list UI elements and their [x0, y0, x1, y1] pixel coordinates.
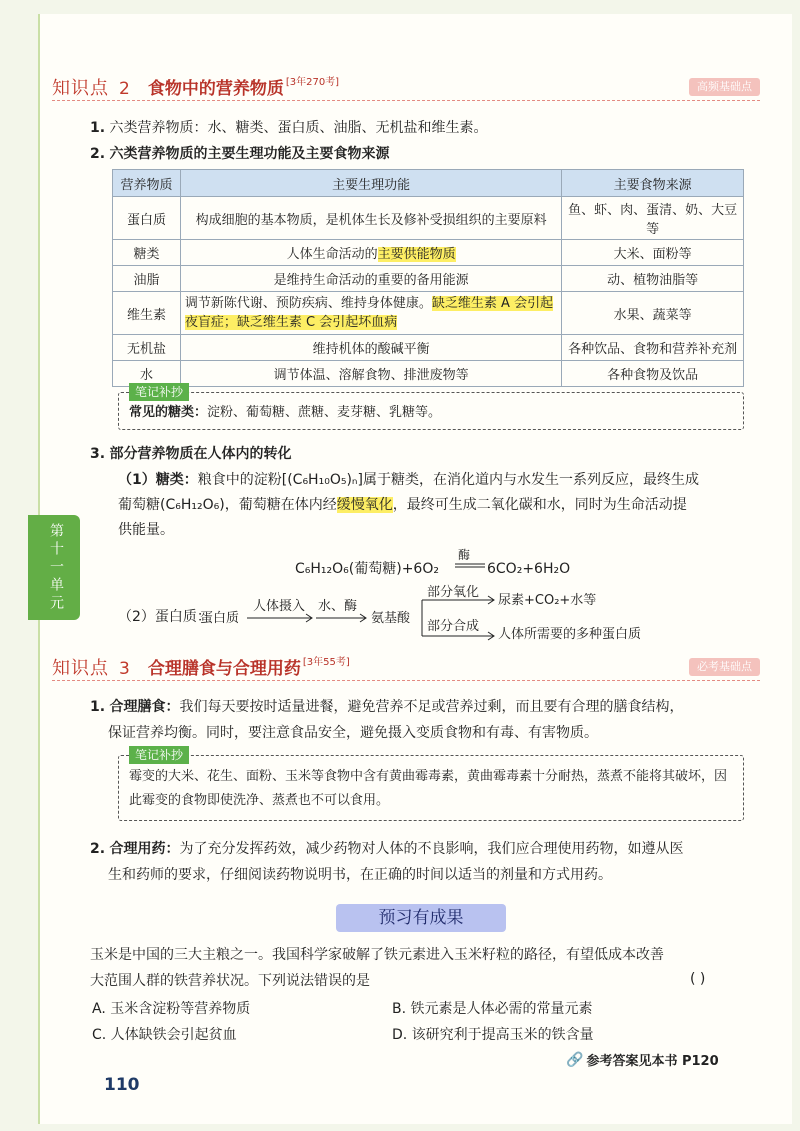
item-3-text: 部分营养物质在人体内的转化	[109, 446, 292, 462]
protein-branch-oxidation: 部分氧化	[427, 585, 480, 600]
cell-nutrient: 维生素	[113, 292, 181, 335]
question-stem	[90, 942, 750, 994]
section-3-number: 3	[119, 659, 130, 679]
section-2-badge: 高频基础点	[689, 78, 760, 96]
protein-start: 蛋白质	[200, 611, 240, 626]
highlighted-text: 主要供能物质	[377, 247, 456, 262]
section-3-badge: 必考基础点	[689, 658, 760, 676]
note-tag: 笔记补抄	[129, 746, 189, 764]
diet-line-1: 我们每天要按时适量进餐，避免营养不足或营养过剩，而且要有合理的膳食结构，	[179, 699, 684, 715]
cell-function: 调节体温、溶解食物、排泄废物等	[180, 361, 561, 387]
cell-source: 水果、蔬菜等	[562, 292, 744, 335]
table-header: 主要生理功能	[180, 170, 561, 197]
item-1-number: 1.	[90, 120, 106, 136]
carb-label: （1）糖类：	[118, 472, 198, 488]
cell-source: 各种饮品、食物和营养补充剂	[562, 335, 744, 361]
equation-right: 6CO₂+6H₂O	[487, 561, 571, 577]
item-2-number: 2.	[90, 146, 106, 162]
cell-source: 动、植物油脂等	[562, 266, 744, 292]
answer-reference	[566, 1050, 719, 1069]
diet-label: 合理膳食：	[109, 699, 180, 715]
cell-function-text: 调节新陈代谢、预防疾病、维持身体健康。	[184, 296, 432, 311]
cell-nutrient: 油脂	[113, 266, 181, 292]
protein-amino-acid: 氨基酸	[371, 611, 411, 626]
question-line-2: 大范围人群的铁营养状况。下列说法错误的是	[90, 973, 370, 989]
table-header: 营养物质	[113, 170, 181, 197]
note-text: 淀粉、葡萄糖、蔗糖、麦芽糖、乳糖等。	[207, 405, 442, 420]
diet-number: 1.	[90, 699, 106, 715]
page-number: 110	[104, 1075, 140, 1095]
section-3-title: 合理膳食与合理用药	[147, 659, 301, 679]
cell-function: 维持机体的酸碱平衡	[180, 335, 561, 361]
section-3-exam-count: [3年55考]	[302, 657, 350, 668]
preview-banner: 预习有成果	[336, 904, 506, 932]
drug-label: 合理用药：	[109, 841, 180, 857]
carb-line-2b: ，最终可生成二氧化碳和水，同时为生命活动提	[392, 497, 687, 513]
option-c: C. 人体缺铁会引起贫血	[92, 1027, 237, 1043]
diet-paragraph	[90, 694, 750, 746]
item-1-text: 六类营养物质：水、糖类、蛋白质、油脂、无机盐和维生素。	[109, 120, 488, 136]
highlighted-text: 缓慢氧化	[336, 497, 393, 513]
section-2-exam-count: [3年270考]	[285, 77, 340, 88]
item-2-text: 六类营养物质的主要生理功能及主要食物来源	[109, 146, 390, 162]
table-header: 主要食物来源	[562, 170, 744, 197]
drug-line-2: 生和药师的要求，仔细阅读药物说明书，在正确的时间以适当的剂量和方式用药。	[108, 867, 612, 883]
section-3-divider	[52, 680, 760, 681]
option-d: D. 该研究利于提高玉米的铁含量	[392, 1027, 594, 1043]
carb-line-1: 粮食中的淀粉[(C₆H₁₀O₅)ₙ]属于糖类，在消化道内与水发生一系列反应，最终生成	[197, 472, 699, 488]
note-label: 常见的糖类：	[129, 405, 208, 420]
cell-nutrient: 蛋白质	[113, 197, 181, 240]
cell-function: 是维持生命活动的重要的备用能源	[180, 266, 561, 292]
note-box-mold	[118, 748, 744, 821]
cell-source: 鱼、虾、肉、蛋清、奶、大豆等	[562, 197, 744, 240]
section-3-kp: 知识点	[52, 658, 109, 679]
unit-side-tab: 第十一单元	[28, 515, 80, 620]
drug-paragraph	[90, 836, 750, 888]
section-3-header	[52, 654, 350, 682]
protein-output-urea: 尿素+CO₂+水等	[498, 593, 597, 608]
option-b: B. 铁元素是人体必需的常量元素	[392, 1001, 593, 1017]
equation-condition: 酶	[458, 548, 471, 562]
section-2-title: 食物中的营养物质	[147, 79, 284, 99]
note-line-2: 此霉变的食物即使洗净、蒸煮也不可以食用。	[129, 793, 390, 808]
protein-output-proteins: 人体所需要的多种蛋白质	[498, 627, 642, 642]
protein-step-hydrolysis: 水、酶	[318, 599, 358, 614]
link-icon: 🔗	[566, 1051, 584, 1068]
cell-source: 大米、面粉等	[562, 240, 744, 266]
cell-nutrient: 无机盐	[113, 335, 181, 361]
item-3-number: 3.	[90, 446, 106, 462]
cell-source: 各种食物及饮品	[562, 361, 744, 387]
answer-reference-text: 参考答案见本书 P120	[586, 1054, 719, 1069]
note-tag: 笔记补抄	[129, 383, 189, 401]
highlighted-text: 缺乏维生素 A 会引起夜盲症；缺乏维生素 C 会引起坏血病	[184, 296, 554, 330]
cell-function-text: 人体生命活动的	[286, 247, 378, 262]
question-line-1: 玉米是中国的三大主粮之一。我国科学家破解了铁元素进入玉米籽粒的路径，有望低成本改善	[90, 947, 664, 963]
protein-branch-synthesis: 部分合成	[427, 619, 480, 634]
drug-number: 2.	[90, 841, 106, 857]
note-line-1: 霉变的大米、花生、面粉、玉米等食物中含有黄曲霉毒素，黄曲霉毒素十分耐热，蒸煮不能将其破坏，因	[129, 769, 728, 784]
drug-line-1: 为了充分发挥药效，减少药物对人体的不良影响，我们应合理使用药物，如遵从医	[179, 841, 684, 857]
section-2-number: 2	[119, 79, 130, 99]
cell-function: 构成细胞的基本物质，是机体生长及修补受损组织的主要原料	[180, 197, 561, 240]
protein-label: （2）蛋白质：	[118, 609, 211, 625]
cell-nutrient: 糖类	[113, 240, 181, 266]
equation-left: C₆H₁₂O₆(葡萄糖)+6O₂	[295, 561, 439, 577]
option-a: A. 玉米含淀粉等营养物质	[92, 1001, 251, 1017]
diet-line-2: 保证营养均衡。同时，要注意食品安全，避免摄入变质食物和有毒、有害物质。	[108, 725, 598, 741]
cell-nutrient: 水	[113, 361, 181, 387]
answer-parentheses: ( )	[690, 971, 706, 987]
note-content	[129, 765, 734, 813]
carb-line-2a: 葡萄糖(C₆H₁₂O₆)，葡萄糖在体内经	[118, 497, 337, 513]
protein-step-ingest: 人体摄入	[253, 599, 306, 614]
carb-line-3: 供能量。	[118, 522, 174, 538]
section-2-kp: 知识点	[52, 78, 109, 99]
